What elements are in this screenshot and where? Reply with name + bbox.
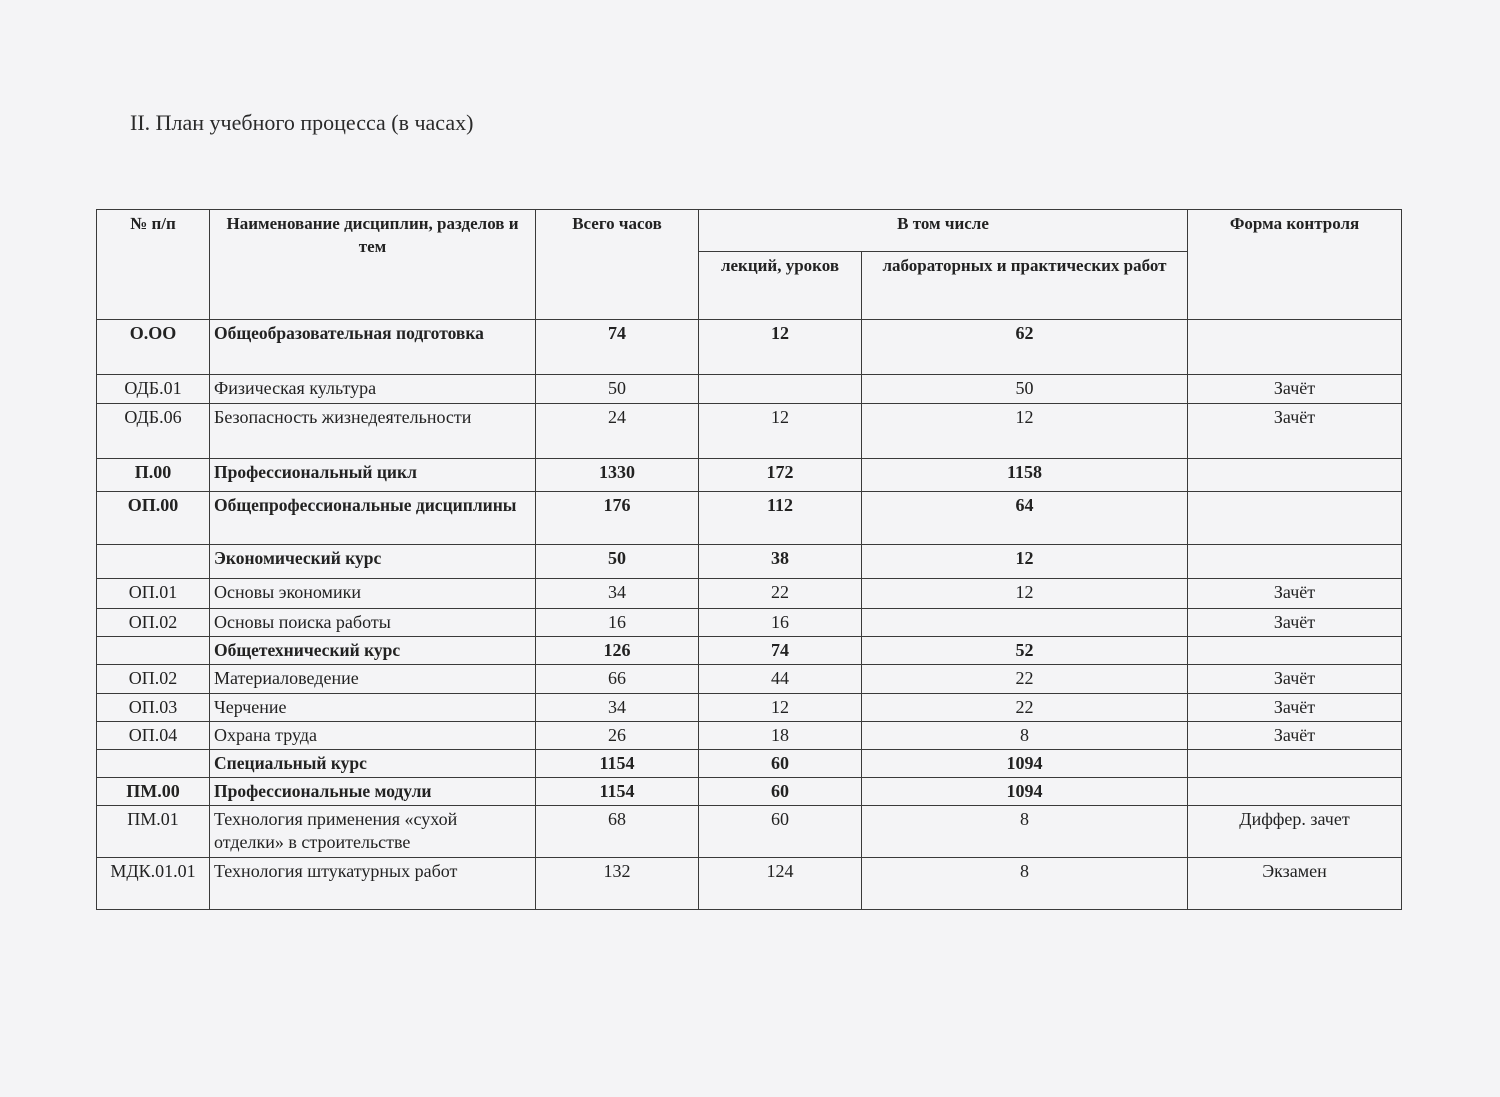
row-lectures: 16: [699, 609, 862, 637]
row-lectures: 38: [699, 545, 862, 579]
row-total: 68: [536, 806, 699, 858]
row-labs: 64: [862, 492, 1188, 545]
row-code: ОДБ.06: [97, 404, 210, 459]
row-code: П.00: [97, 459, 210, 492]
row-name: Основы поиска работы: [210, 609, 536, 637]
table-row: [97, 320, 1402, 375]
row-code: [97, 545, 210, 579]
row-name: Основы экономики: [210, 579, 536, 609]
row-labs: 12: [862, 579, 1188, 609]
header-form: Форма контроля: [1188, 210, 1402, 320]
row-name: Физическая культура: [210, 375, 536, 404]
page-title: II. План учебного процесса (в часах): [130, 110, 474, 135]
row-name: Профессиональный цикл: [210, 459, 536, 492]
row-total: 34: [536, 694, 699, 722]
table-body: [97, 320, 1402, 910]
row-labs: 1094: [862, 778, 1188, 806]
row-name: Безопасность жизнедеятельности: [210, 404, 536, 459]
row-total: 50: [536, 375, 699, 404]
row-form: [1188, 545, 1402, 579]
row-code: ОП.02: [97, 665, 210, 694]
row-code: [97, 637, 210, 665]
row-code: ОП.01: [97, 579, 210, 609]
row-name: Профессиональные модули: [210, 778, 536, 806]
row-lectures: 12: [699, 694, 862, 722]
row-form: [1188, 459, 1402, 492]
row-lectures: [699, 375, 862, 404]
row-form: [1188, 320, 1402, 375]
row-code: МДК.01.01: [97, 858, 210, 910]
row-total: 1154: [536, 778, 699, 806]
row-lectures: 60: [699, 778, 862, 806]
row-name: Технология штукатурных работ: [210, 858, 536, 910]
table-row: [97, 609, 1402, 637]
row-form: Зачёт: [1188, 665, 1402, 694]
row-total: 66: [536, 665, 699, 694]
table-row: [97, 806, 1402, 858]
row-lectures: 60: [699, 806, 862, 858]
row-name: Общетехнический курс: [210, 637, 536, 665]
row-total: 176: [536, 492, 699, 545]
row-form: Зачёт: [1188, 694, 1402, 722]
header-labs: лабораторных и практических работ: [862, 252, 1188, 320]
row-labs: 8: [862, 722, 1188, 750]
row-labs: 52: [862, 637, 1188, 665]
row-lectures: 74: [699, 637, 862, 665]
row-labs: 1094: [862, 750, 1188, 778]
row-form: Диффер. зачет: [1188, 806, 1402, 858]
row-name: Общепрофессиональные дисциплины: [210, 492, 536, 545]
row-lectures: 12: [699, 404, 862, 459]
row-code: ОП.04: [97, 722, 210, 750]
row-labs: 50: [862, 375, 1188, 404]
row-form: [1188, 750, 1402, 778]
row-lectures: 60: [699, 750, 862, 778]
row-form: [1188, 492, 1402, 545]
table-row: [97, 459, 1402, 492]
header-including: В том числе: [699, 210, 1188, 252]
row-name: Материаловедение: [210, 665, 536, 694]
row-name: Экономический курс: [210, 545, 536, 579]
row-form: Зачёт: [1188, 579, 1402, 609]
row-name: Общеобразовательная подготовка: [210, 320, 536, 375]
header-name: Наименование дисциплин, разделов и тем: [210, 210, 536, 320]
row-total: 16: [536, 609, 699, 637]
row-total: 34: [536, 579, 699, 609]
row-total: 1330: [536, 459, 699, 492]
row-labs: 12: [862, 404, 1188, 459]
row-total: 26: [536, 722, 699, 750]
row-form: Зачёт: [1188, 722, 1402, 750]
row-form: Зачёт: [1188, 404, 1402, 459]
row-total: 50: [536, 545, 699, 579]
table-row: [97, 545, 1402, 579]
row-name: Технология применения «сухой отделки» в строительстве: [210, 806, 536, 858]
table-row: [97, 492, 1402, 545]
row-code: О.ОО: [97, 320, 210, 375]
header-num: № п/п: [97, 210, 210, 320]
table-row: [97, 778, 1402, 806]
row-lectures: 18: [699, 722, 862, 750]
row-form: [1188, 637, 1402, 665]
table-row: [97, 665, 1402, 694]
row-code: ОП.02: [97, 609, 210, 637]
row-lectures: 12: [699, 320, 862, 375]
header-lectures: лекций, уроков: [699, 252, 862, 320]
row-name: Черчение: [210, 694, 536, 722]
row-labs: 8: [862, 806, 1188, 858]
row-code: [97, 750, 210, 778]
table-row: [97, 579, 1402, 609]
row-total: 24: [536, 404, 699, 459]
row-code: ОП.00: [97, 492, 210, 545]
study-plan-table: [96, 209, 1402, 910]
table-header: [97, 210, 1402, 320]
row-form: Экзамен: [1188, 858, 1402, 910]
row-total: 132: [536, 858, 699, 910]
row-labs: 62: [862, 320, 1188, 375]
row-labs: 1158: [862, 459, 1188, 492]
table-row: [97, 694, 1402, 722]
row-form: Зачёт: [1188, 609, 1402, 637]
row-code: ПМ.01: [97, 806, 210, 858]
row-labs: [862, 609, 1188, 637]
row-lectures: 44: [699, 665, 862, 694]
table-row: [97, 404, 1402, 459]
row-code: ОДБ.01: [97, 375, 210, 404]
row-form: [1188, 778, 1402, 806]
row-lectures: 22: [699, 579, 862, 609]
table-row: [97, 375, 1402, 404]
row-form: Зачёт: [1188, 375, 1402, 404]
row-labs: 22: [862, 694, 1188, 722]
table-row: [97, 750, 1402, 778]
row-labs: 12: [862, 545, 1188, 579]
table-row: [97, 722, 1402, 750]
row-code: ПМ.00: [97, 778, 210, 806]
row-labs: 8: [862, 858, 1188, 910]
row-total: 74: [536, 320, 699, 375]
row-total: 1154: [536, 750, 699, 778]
row-code: ОП.03: [97, 694, 210, 722]
row-lectures: 172: [699, 459, 862, 492]
row-total: 126: [536, 637, 699, 665]
row-labs: 22: [862, 665, 1188, 694]
header-total: Всего часов: [536, 210, 699, 320]
row-lectures: 124: [699, 858, 862, 910]
table-row: [97, 637, 1402, 665]
table-row: [97, 858, 1402, 910]
row-lectures: 112: [699, 492, 862, 545]
row-name: Специальный курс: [210, 750, 536, 778]
row-name: Охрана труда: [210, 722, 536, 750]
